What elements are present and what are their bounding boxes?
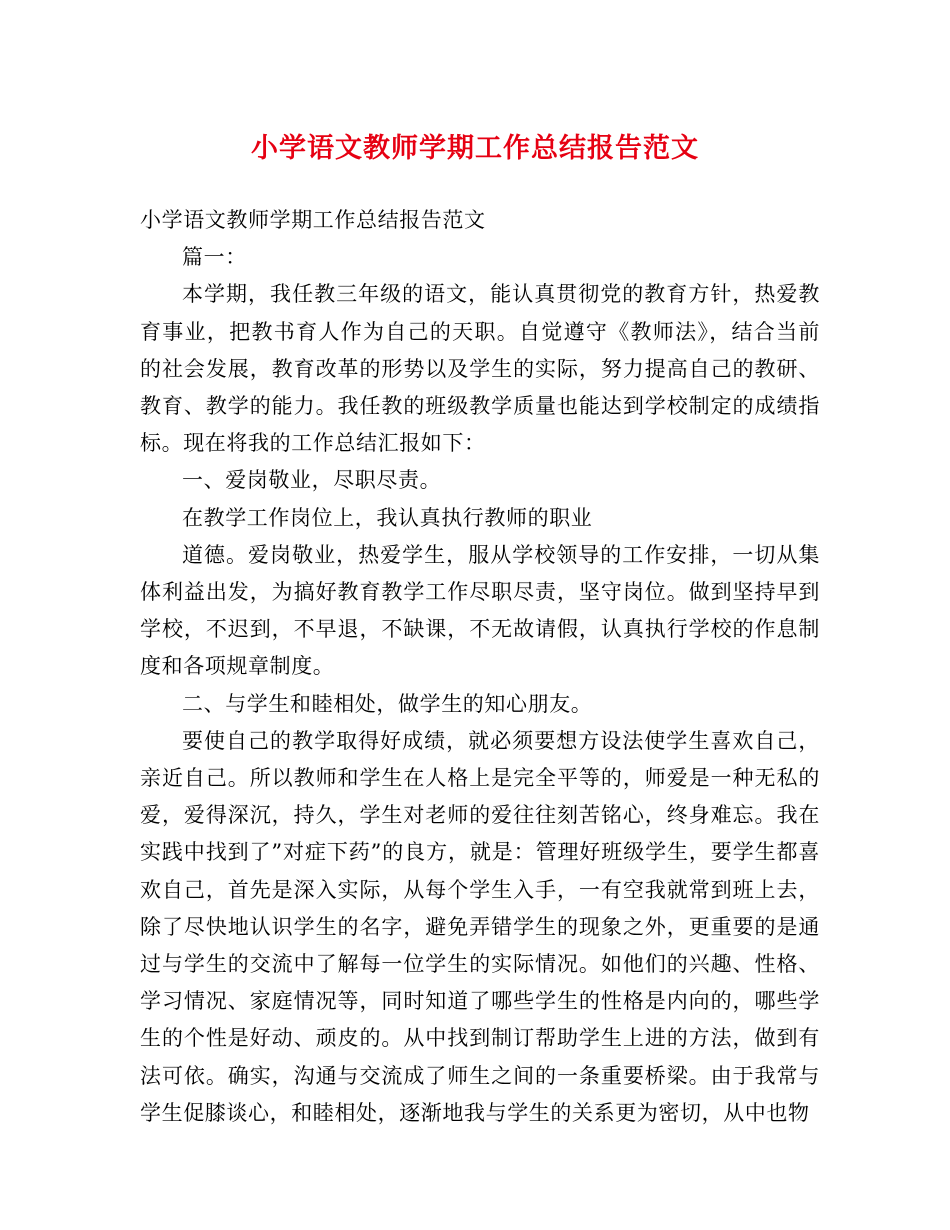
- duty-intro-paragraph: 在教学工作岗位上，我认真执行教师的职业: [182, 505, 593, 530]
- students-paragraph: 要使自己的教学取得好成绩，就必须要想方设法使学生喜欢自己，亲近自己。所以教师和学生在人格上是完全平等的，师爱是一种无私的爱，爱得深沉，持久，学生对老师的爱往往刻苦铭心，终身难忘。我在实践中找到了”对症下药”的良方，就是：管理好班级学生，要学生都喜欢自己，首先是深入实际，从每个学生入手，一有空我就常到班上去，除了尽快地认识学生的名字，避免弄错学生的现象之外，更重要的是通过与学生的交流中了解每一位学生的实际情况。如他们的兴趣、性格、学习情况、家庭情况等，同时知道了哪些学生的性格是内向的，哪些学生的个性是好动、顽皮的。从中找到制订帮助学生上进的方法，做到有法可依。确实，沟通与交流成了师生之间的一条重要桥梁。由于我常与学生促膝谈心，和睦相处，逐渐地我与学生的关系更为密切，从中也物: [140, 728, 820, 1125]
- document-body: [140, 202, 820, 1132]
- heading-one-paragraph: 一、爱岗敬业，尽职尽责。: [182, 468, 442, 493]
- intro-paragraph: 本学期，我任教三年级的语文，能认真贯彻党的教育方针，热爱教育事业，把教书育人作为自己的天职。自觉遵守《教师法》，结合当前的社会发展，教育改革的形势以及学生的实际，努力提高自己的教研、教育、教学的能力。我任教的班级教学质量也能达到学校制定的成绩指标。现在将我的工作总结汇报如下：: [140, 282, 820, 456]
- document-title: 小学语文教师学期工作总结报告范文: [251, 133, 699, 164]
- section-label-paragraph: 篇一：: [182, 245, 247, 270]
- heading-two-paragraph: 二、与学生和睦相处，做学生的知心朋友。: [182, 691, 593, 716]
- subtitle-paragraph: 小学语文教师学期工作总结报告范文: [140, 208, 486, 232]
- duty-detail-paragraph: 道德。爱岗敬业，热爱学生，服从学校领导的工作安排，一切从集体利益出发，为搞好教育教学工作尽职尽责，坚守岗位。做到坚持早到学校，不迟到，不早退，不缺课，不无故请假，认真执行学校的作息制度和各项规章制度。: [140, 542, 820, 679]
